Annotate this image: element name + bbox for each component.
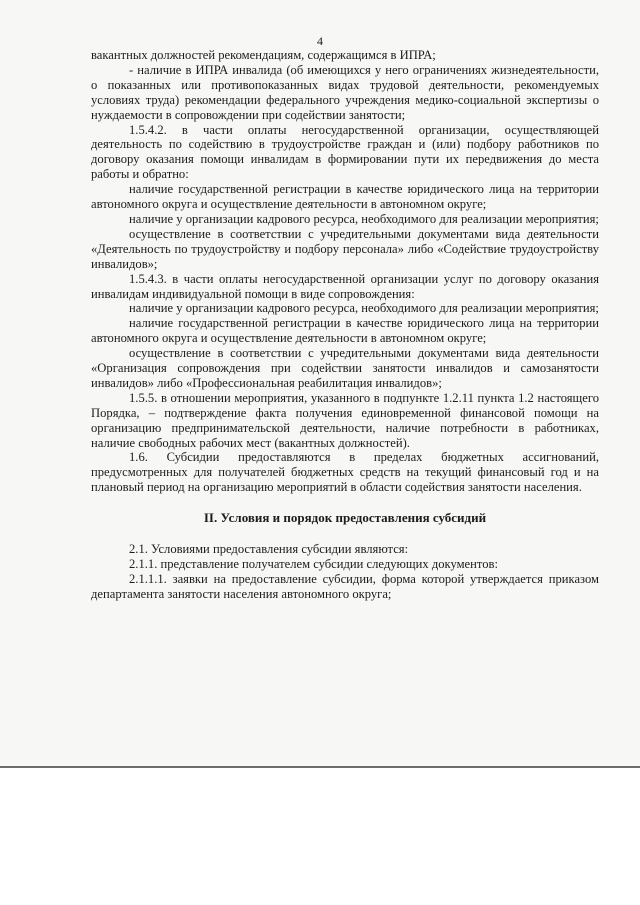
page-number: 4 bbox=[317, 34, 323, 48]
paragraph: 1.5.4.2. в части оплаты негосударственной организации, осуществляющей деятельность по содействию в трудоустройстве граждан и (или) подбору работников по договору оказания помощи инвалидам в формировании пути их передвижения до места работы и обратно: bbox=[91, 122, 599, 182]
paragraph: 2.1.1.1. заявки на предоставление субсидии, форма которой утверждается приказом департамента занятости населения автономного округа; bbox=[91, 571, 599, 601]
paragraph: наличие государственной регистрации в качестве юридического лица на территории автономного округа и осуществление деятельности в автономном округе; bbox=[91, 182, 599, 212]
paragraph: наличие у организации кадрового ресурса, необходимого для реализации мероприятия; bbox=[129, 211, 599, 226]
paragraph: - наличие в ИПРА инвалида (об имеющихся у него ограничениях жизнедеятельности, о показанных или противопоказанных видах трудовой деятельности, рекомендуемых условиях труда) рекомендации федерального учреждения медико-социальной экспертизы о нуждаемости в сопровождении при содействии занятости; bbox=[91, 62, 599, 122]
paragraph: 1.5.4.3. в части оплаты негосударственной организации услуг по договору оказания инвалидам индивидуальной помощи в виде сопровождения: bbox=[91, 271, 599, 301]
paragraph: 2.1. Условиями предоставления субсидии являются: bbox=[129, 542, 409, 557]
paragraph: 1.6. Субсидии предоставляются в пределах бюджетных ассигнований, предусмотренных для получателей бюджетных средств на текущий финансовый год и на плановый период на организацию мероприятий в области содействия занятости населения. bbox=[91, 450, 599, 495]
paragraph: 1.5.5. в отношении мероприятия, указанного в подпункте 1.2.11 пункта 1.2 настоящего Порядка, – подтверждение факта получения единовременной финансовой помощи на организацию предпринимательской деятельности, наличие потребности в работниках, наличие свободных рабочих мест (вакантных должностей). bbox=[91, 390, 599, 450]
paragraph: 2.1.1. представление получателем субсидии следующих документов: bbox=[129, 557, 498, 571]
paragraph: осуществление в соответствии с учредительными документами вида деятельности «Организация сопровождения при содействии занятости инвалидов и самозанятости инвалидов» либо «Профессиональная реабилитация инвалидов»; bbox=[91, 346, 599, 390]
section-heading: II. Условия и порядок предоставления субсидий bbox=[203, 510, 487, 526]
document-body bbox=[91, 48, 599, 602]
paragraph: наличие у организации кадрового ресурса, необходимого для реализации мероприятия; bbox=[129, 301, 599, 316]
paragraph: наличие государственной регистрации в качестве юридического лица на территории автономного округа и осуществление деятельности в автономном округе; bbox=[91, 316, 599, 346]
paragraph: осуществление в соответствии с учредительными документами вида деятельности «Деятельность по трудоустройству и подбору персонала» либо «Содействие трудоустройству инвалидов»; bbox=[91, 226, 599, 271]
paragraph: вакантных должностей рекомендациям, содержащимся в ИПРА; bbox=[91, 48, 436, 62]
